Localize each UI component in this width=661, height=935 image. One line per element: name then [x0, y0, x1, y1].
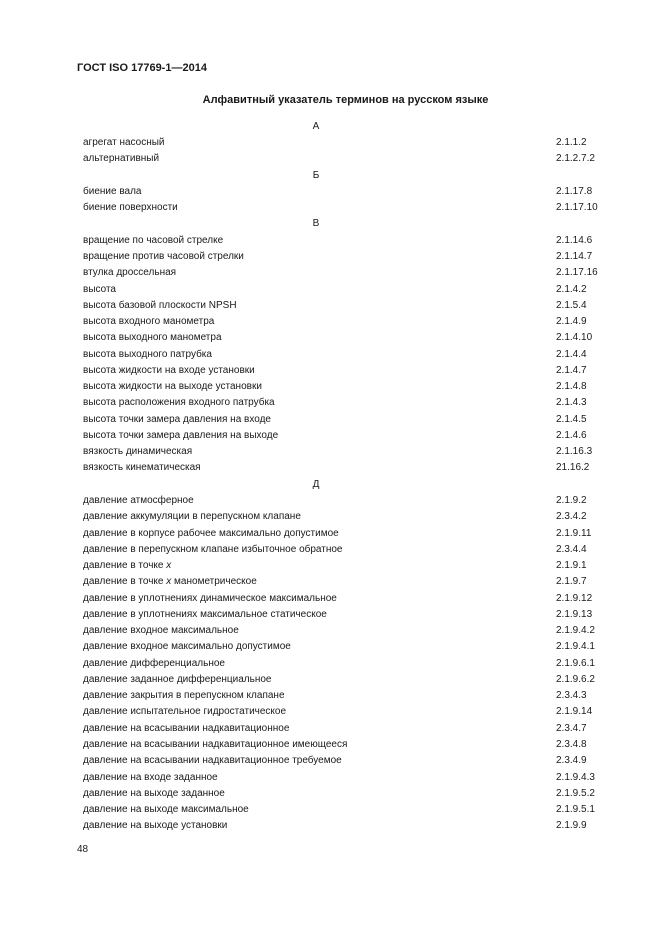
- page-number: 48: [77, 844, 89, 855]
- entry-term-text-post: манометрическое: [171, 576, 257, 588]
- entry-term: [83, 347, 212, 363]
- entry-term: [83, 607, 327, 623]
- index-entry: [83, 395, 587, 411]
- index-entry: [83, 558, 587, 574]
- entry-term-text: давление атмосферное: [83, 495, 194, 506]
- index-entry: [83, 249, 593, 265]
- entry-term-text: давление на всасывании надкавитационное требуемое: [83, 755, 342, 767]
- index-entry: [83, 363, 587, 379]
- index-entry: [83, 786, 595, 802]
- entry-term: [83, 509, 301, 525]
- section-letter: Б: [312, 169, 320, 181]
- index-entry: [83, 607, 593, 623]
- entry-reference: 2.1.4.6: [556, 429, 587, 441]
- section-letter: А: [312, 120, 320, 132]
- entry-reference: 2.1.17.8: [556, 185, 593, 197]
- entry-term: [83, 672, 271, 688]
- entry-term: [83, 802, 249, 818]
- entry-reference: 2.1.9.6.1: [556, 657, 595, 669]
- entry-term-text: вращение по часовой стрелке: [83, 234, 224, 246]
- index-entry: [83, 314, 587, 330]
- index-entry: [83, 298, 587, 314]
- entry-reference: 2.1.1.2: [556, 137, 587, 149]
- entry-term: [83, 656, 225, 672]
- entry-term-text: давление закрытия в перепускном клапане: [83, 690, 285, 702]
- index-entry: [83, 233, 593, 249]
- entry-term: [83, 770, 218, 786]
- entry-term-text: высота выходного манометра: [83, 332, 222, 344]
- entry-reference: 2.3.4.3: [556, 690, 587, 702]
- entry-term-text: высота точки замера давления на выходе: [83, 429, 279, 441]
- entry-term-variable: x: [166, 576, 172, 588]
- index-entry: [83, 135, 587, 151]
- entry-term-text: высота расположения входного патрубка: [83, 397, 275, 409]
- section-letter: Д: [312, 478, 320, 490]
- entry-term: [83, 330, 222, 346]
- entry-term-variable: x: [166, 560, 172, 572]
- index-entry: [83, 444, 593, 460]
- entry-term-text: давление на входе заданное: [83, 771, 218, 783]
- entry-term: [83, 558, 171, 574]
- entry-reference: 2.1.9.4.2: [556, 625, 595, 637]
- index-entry: [83, 493, 587, 509]
- entry-term: [83, 526, 339, 542]
- entry-reference: 2.1.4.7: [556, 364, 587, 376]
- entry-term-text: давление на выходе установки: [83, 820, 228, 832]
- entry-term-text: давление в уплотнениях максимальное статическое: [83, 608, 327, 620]
- document-designation: ГОСТ ISO 17769-1—2014: [77, 62, 207, 74]
- entry-term-text: биение вала: [83, 185, 142, 197]
- entry-term-text: высота базовой плоскости NPSH: [83, 299, 237, 311]
- entry-term: [83, 542, 343, 558]
- entry-term: [83, 623, 239, 639]
- index-entry: [83, 639, 595, 655]
- entry-term: [83, 688, 285, 704]
- entry-term-text: втулка дроссельная: [83, 267, 177, 279]
- entry-term: [83, 135, 165, 151]
- entry-term: [83, 428, 278, 444]
- index-entry: [83, 770, 595, 786]
- entry-reference: 2.3.4.4: [556, 543, 587, 555]
- entry-reference: 2.1.9.14: [556, 706, 593, 718]
- entry-reference: 2.1.17.16: [556, 267, 598, 279]
- entry-term: [83, 151, 159, 167]
- entry-term-text: давление в точке: [83, 560, 167, 572]
- entry-term: [83, 282, 116, 298]
- index-entry: [83, 379, 587, 395]
- entry-reference: 2.3.4.8: [556, 738, 587, 750]
- section-letter: В: [312, 218, 320, 230]
- entry-term-text: давление дифференциальное: [83, 657, 225, 669]
- entry-reference: 2.1.4.3: [556, 397, 587, 409]
- index-entry: [83, 672, 595, 688]
- entry-term: [83, 265, 176, 281]
- index-entry: [83, 574, 587, 590]
- entry-reference: 2.1.16.3: [556, 446, 593, 458]
- index-entry: [83, 753, 587, 769]
- entry-term-text: вязкость кинематическая: [83, 462, 201, 474]
- entry-term-text: высота жидкости на входе установки: [83, 364, 255, 376]
- entry-term: [83, 444, 192, 460]
- entry-term: [83, 298, 237, 314]
- entry-reference: 2.1.4.2: [556, 283, 587, 295]
- entry-term-text: давление в корпусе рабочее максимально допустимое: [83, 527, 339, 539]
- index-entry: [83, 656, 595, 672]
- entry-term-text: давление на выходе максимальное: [83, 804, 249, 816]
- entry-term: [83, 818, 227, 834]
- entry-term: [83, 574, 257, 590]
- index-entry: [83, 721, 587, 737]
- entry-term: [83, 460, 201, 476]
- entry-term: [83, 721, 289, 737]
- entry-term: [83, 249, 244, 265]
- index-entry: [83, 151, 595, 167]
- entry-term: [83, 493, 194, 509]
- index-entry: [83, 200, 598, 216]
- entry-reference: 2.1.4.10: [556, 332, 593, 344]
- index-entry: [83, 688, 587, 704]
- entry-term-text: давление в уплотнениях динамическое максимальное: [83, 592, 337, 604]
- entry-reference: 2.1.9.4.1: [556, 641, 595, 653]
- entry-term: [83, 200, 178, 216]
- entry-term: [83, 379, 262, 395]
- entry-reference: 2.1.14.6: [556, 234, 593, 246]
- entry-reference: 2.1.9.4.3: [556, 771, 595, 783]
- entry-term: [83, 184, 141, 200]
- entry-reference: 2.1.9.13: [556, 608, 593, 620]
- entry-reference: 2.1.9.5.1: [556, 804, 595, 816]
- entry-term: [83, 704, 286, 720]
- entry-term-text: высота: [83, 283, 116, 295]
- entry-reference: 2.3.4.9: [556, 755, 587, 767]
- entry-reference: 2.1.9.5.2: [556, 787, 595, 799]
- entry-reference: 2.1.5.4: [556, 299, 587, 311]
- index-entry: [83, 704, 593, 720]
- entry-reference: 2.1.9.2: [556, 495, 587, 506]
- entry-term: [83, 591, 337, 607]
- entry-reference: 2.3.4.2: [556, 511, 587, 523]
- entry-term-text: давление на выходе заданное: [83, 787, 225, 799]
- entry-term-text: давление входное максимально допустимое: [83, 641, 291, 653]
- entry-reference: 2.1.4.4: [556, 348, 587, 360]
- entry-term: [83, 753, 342, 769]
- entry-reference: 21.16.2: [556, 462, 590, 474]
- entry-term-text: давление на всасывании надкавитационное имеющееся: [83, 738, 348, 750]
- entry-term: [83, 314, 214, 330]
- index-entry: [83, 818, 587, 834]
- index-entry: [83, 509, 587, 525]
- index-entry: [83, 428, 587, 444]
- index-entry: [83, 347, 587, 363]
- entry-reference: 2.1.9.7: [556, 576, 587, 588]
- entry-term-text: высота точки замера давления на входе: [83, 413, 271, 425]
- entry-reference: 2.1.17.10: [556, 202, 598, 214]
- entry-term-text: вязкость динамическая: [83, 446, 193, 458]
- entry-term-text: давление входное максимальное: [83, 625, 239, 637]
- entry-term-text: давление в перепускном клапане избыточное обратное: [83, 543, 343, 555]
- entry-term-text: высота входного манометра: [83, 316, 215, 328]
- entry-term-text: высота жидкости на выходе установки: [83, 381, 262, 393]
- entry-term-text: давление испытательное гидростатическое: [83, 706, 287, 718]
- index-entry: [83, 282, 587, 298]
- entry-term-text: давление на всасывании надкавитационное: [83, 722, 290, 734]
- entry-reference: 2.1.9.6.2: [556, 673, 595, 685]
- index-entry: [83, 184, 593, 200]
- entry-term: [83, 363, 255, 379]
- entry-reference: 2.1.9.9: [556, 820, 587, 832]
- entry-reference: 2.1.14.7: [556, 251, 593, 263]
- entry-reference: 2.1.2.7.2: [556, 153, 595, 165]
- entry-term: [83, 786, 225, 802]
- entry-term: [83, 737, 347, 753]
- entry-reference: 2.1.9.1: [556, 560, 587, 572]
- entry-term-text: давление заданное дифференциальное: [83, 673, 272, 685]
- page-title: Алфавитный указатель терминов на русском языке: [202, 94, 489, 106]
- entry-term: [83, 233, 223, 249]
- entry-reference: 2.1.9.11: [556, 527, 592, 539]
- entry-term: [83, 395, 275, 411]
- entry-term-text: альтернативный: [83, 153, 160, 165]
- index-entry: [83, 737, 587, 753]
- entry-term-text: давление аккумуляции в перепускном клапане: [83, 511, 301, 523]
- entry-reference: 2.1.4.8: [556, 381, 587, 393]
- entry-term-text: агрегат насосный: [83, 137, 165, 149]
- term-index: [83, 119, 598, 835]
- entry-term: [83, 412, 271, 428]
- index-entry: [83, 460, 590, 476]
- index-entry: [83, 623, 595, 639]
- index-entry: [83, 412, 587, 428]
- index-entry: [83, 526, 592, 542]
- entry-term-text: вращение против часовой стрелки: [83, 251, 244, 263]
- entry-reference: 2.3.4.7: [556, 722, 587, 734]
- entry-reference: 2.1.9.12: [556, 592, 593, 604]
- index-entry: [83, 265, 598, 281]
- index-entry: [83, 591, 593, 607]
- entry-term-text: биение поверхности: [83, 202, 178, 214]
- entry-reference: 2.1.4.9: [556, 316, 587, 328]
- entry-term-text: давление в точке: [83, 576, 167, 588]
- entry-term-text: высота выходного патрубка: [83, 348, 212, 360]
- entry-reference: 2.1.4.5: [556, 413, 587, 425]
- entry-term: [83, 639, 291, 655]
- index-entry: [83, 802, 595, 818]
- index-entry: [83, 542, 587, 558]
- index-entry: [83, 330, 593, 346]
